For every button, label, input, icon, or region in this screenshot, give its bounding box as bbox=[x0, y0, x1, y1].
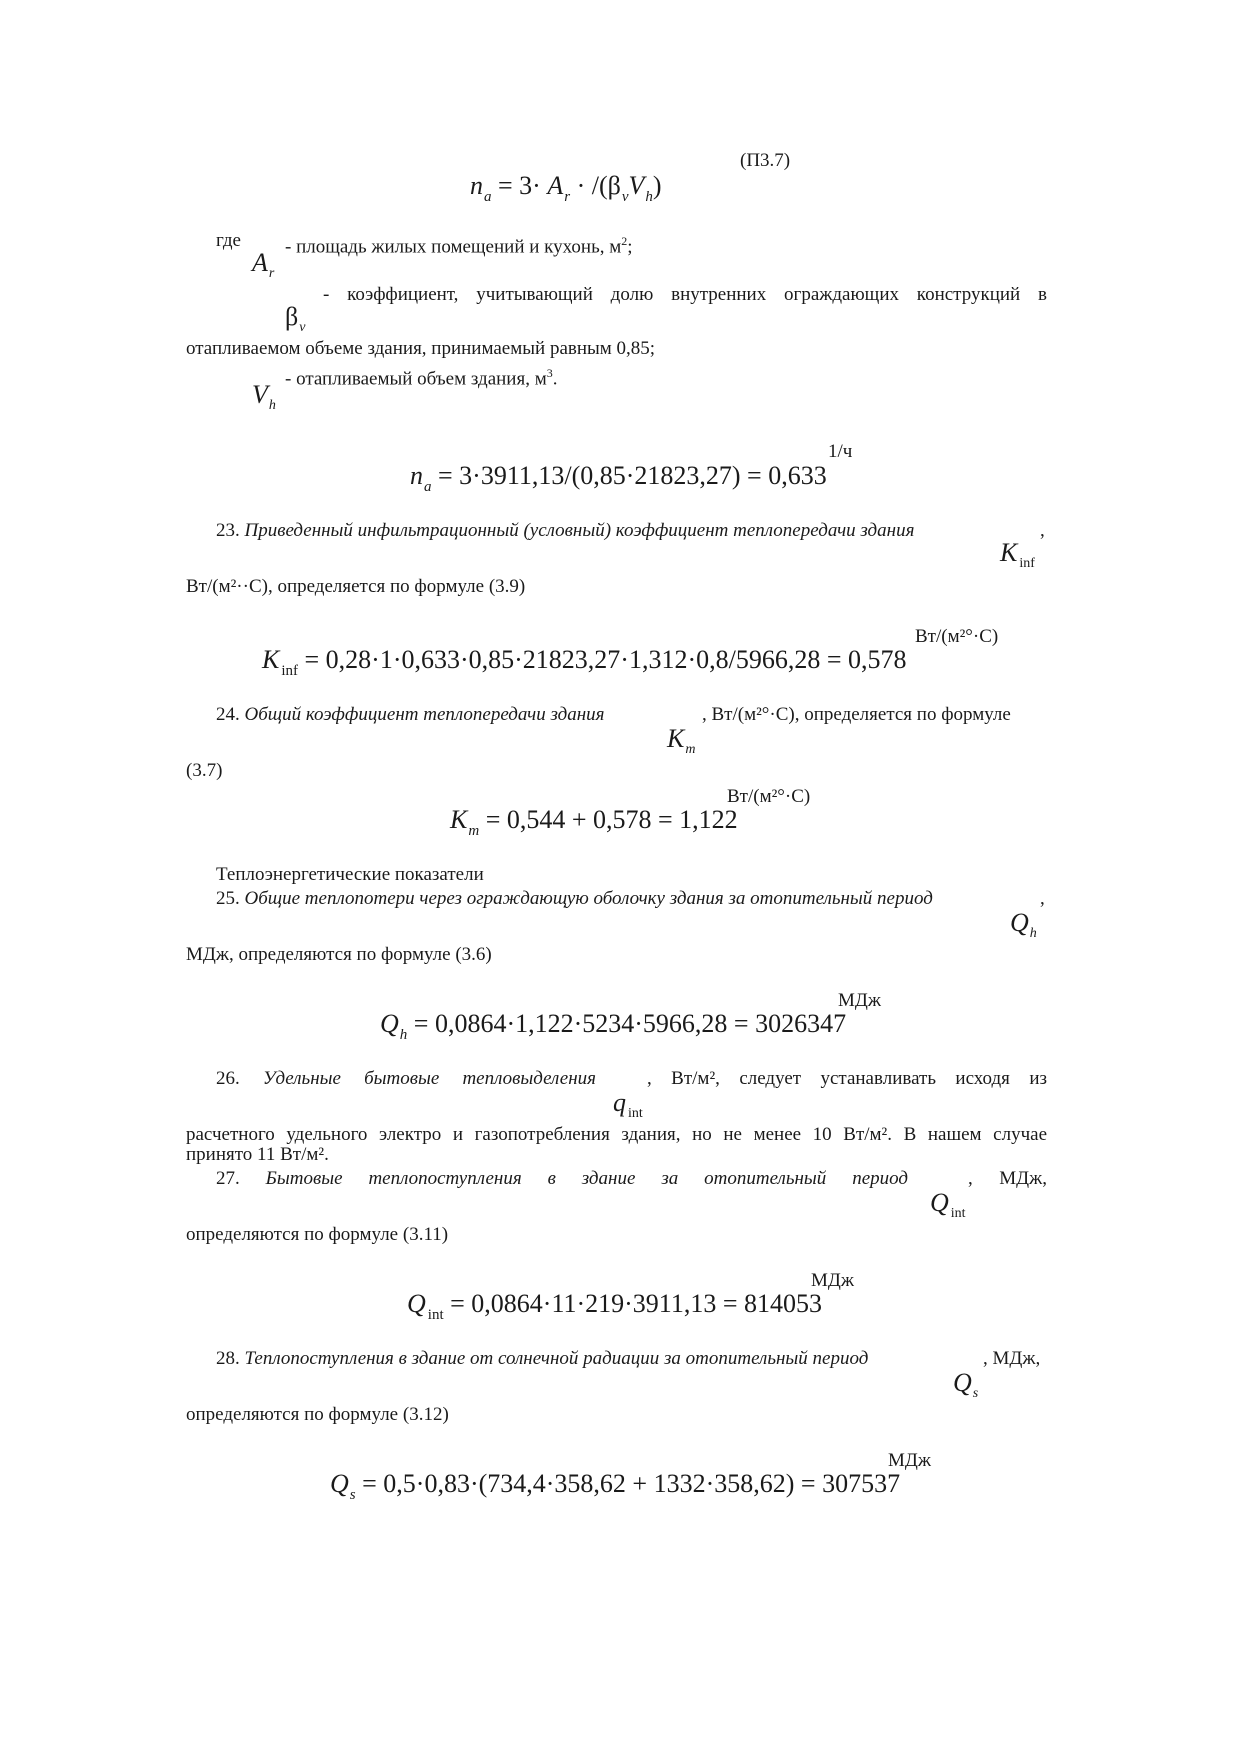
item-28-line2: определяются по формуле (3.12) bbox=[186, 1404, 449, 1425]
item-28-tail: , МДж, bbox=[983, 1348, 1041, 1369]
symbol-km: $K_m$ bbox=[667, 724, 696, 757]
definition-vh: - отапливаемый объем здания, $м^3$. bbox=[285, 366, 558, 390]
symbol-qs: $Q_s$ bbox=[953, 1368, 979, 1401]
definition-beta: - коэффициент, учитывающий долю внутренних ограждающих конструкций в bbox=[323, 284, 1047, 305]
formula-qh: $Q_h = 0,0864\cdot 1,122\cdot 5234\cdot 5966,28 = 3026347$ bbox=[380, 1009, 847, 1043]
item-27-line2: определяются по формуле (3.11) bbox=[186, 1224, 449, 1245]
definition-beta-continued: отапливаемом объеме здания, принимаемый равным 0,85; bbox=[186, 338, 656, 359]
item-23-heading: 23. Приведенный инфильтрационный (условный) коэффициент теплопередачи здания bbox=[216, 520, 915, 541]
formula-qs: $Q_s = 0,5\cdot 0,83\cdot(734,4\cdot 358,62 + 1332\cdot 358,62) = 307537$ bbox=[330, 1469, 901, 1503]
item-24-formula-ref: (3.7) bbox=[186, 760, 223, 781]
item-26-line3: принято 11 Вт/м². bbox=[186, 1144, 329, 1165]
equation-number: (П3.7) bbox=[740, 150, 791, 171]
unit-kinf: Вт/(м²°·С) bbox=[915, 626, 999, 647]
item-28-heading: 28. Теплопоступления в здание от солнечной радиации за отопительный период bbox=[216, 1348, 869, 1369]
item-26-line2: расчетного удельного электро и газопотребления здания, но не менее 10 Вт/м². В нашем случае bbox=[186, 1124, 1047, 1145]
symbol-kinf: K $_{inf}$ bbox=[1000, 538, 1035, 571]
equation-na-definition: $n_a = 3\cdot A_r \cdot /(\beta_vV_h)$ bbox=[470, 171, 662, 205]
unit-qh: МДж bbox=[838, 990, 881, 1011]
formula-qint: Q $_{int}$ = 0,0864·11·219·3911,13 = 814053 bbox=[407, 1289, 822, 1323]
item-27-tail: , МДж, bbox=[968, 1168, 1047, 1189]
item-27-heading: 27. Бытовые теплопоступления в здание за отопительный период bbox=[216, 1168, 908, 1189]
unit-km: Вт/(м²°·С) bbox=[727, 786, 811, 807]
item-25-comma: , bbox=[1040, 888, 1045, 909]
formula-km: $K_m = 0,544 + 0,578 = 1,122$ bbox=[450, 805, 738, 839]
unit-per-hour: 1/ч bbox=[828, 441, 853, 462]
section-title: Теплоэнергетические показатели bbox=[216, 864, 484, 885]
symbol-vh: $V_h$ bbox=[252, 380, 276, 413]
definition-ar: - площадь жилых помещений и кухонь, $м^2$; bbox=[285, 234, 633, 258]
item-26-tail: , Вт/м², следует устанавливать исходя из bbox=[647, 1068, 1047, 1089]
item-23-line2: Вт/(м²··С), определяется по формуле (3.9) bbox=[186, 576, 526, 597]
symbol-qh: $Q_h$ bbox=[1010, 908, 1037, 941]
symbol-qint: Q $_{int}$ bbox=[930, 1188, 966, 1221]
symbol-ar: $A_r$ bbox=[252, 248, 275, 281]
symbol-qint-lower: q $_{int}$ bbox=[613, 1088, 643, 1121]
unit-qs: МДж bbox=[888, 1450, 931, 1471]
unit-qint: МДж bbox=[811, 1270, 854, 1291]
item-25-heading: 25. Общие теплопотери через ограждающую оболочку здания за отопительный период bbox=[216, 888, 933, 909]
item-23-comma: , bbox=[1040, 520, 1045, 541]
where-label: где bbox=[216, 230, 241, 251]
item-24-tail: , Вт/(м²°·С), определяется по формуле bbox=[702, 704, 1011, 725]
formula-kinf: K $_{inf}$ = 0,28·1·0,633·0,85·21823,27·1,312·0,8/5966,28 = 0,578 bbox=[262, 645, 907, 679]
item-26-heading: 26. Удельные бытовые тепловыделения bbox=[216, 1068, 596, 1089]
formula-na-calculation: $n_a = 3\cdot 3911,13/(0,85\cdot 21823,27) = 0,633$ bbox=[410, 461, 827, 495]
item-24-heading: 24. Общий коэффициент теплопередачи здания bbox=[216, 704, 605, 725]
item-25-line2: МДж, определяются по формуле (3.6) bbox=[186, 944, 492, 965]
symbol-beta: $\beta_v$ bbox=[285, 302, 306, 335]
